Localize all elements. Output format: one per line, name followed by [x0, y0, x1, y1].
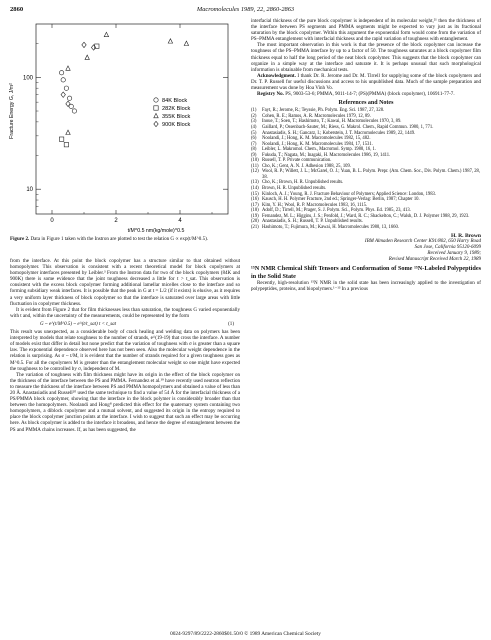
legend-marker: [154, 113, 158, 117]
reference-number: (5): [251, 130, 257, 136]
left-column: [10, 258, 240, 433]
reference-number: (2): [251, 113, 257, 119]
reference-number: (17): [251, 202, 259, 208]
article-2-title: ¹⁵N NMR Chemical Shift Tensors and Conformation of Some ¹⁵N-Labeled Polypeptides in the Solid State: [251, 265, 481, 280]
journal-header: [0, 6, 491, 13]
left-paragraph-1: from the interface. At this point the block copolymer has a structure similar to that obtained without homopolymer. This observation is consistent with a recent theoretical model for block copolymers at homopolymer interfaces presented by Leibler.³ From the Instron data for two of the block copolymers (84K and 900K) there is some evidence that the joint toughness decreased a little for t > t_sat. This observation is consistent with the excess block copolymer forming additional lamellar micelles close to the interface and so forming subsidiary weak interfaces. It is possible that the peak in G at t = L/2 (if it exists) is elusive, as it requires a very uniform layer thickness of block copolymer so that the interface is saturated over large areas with little fluctuation in copolymer thickness.: [10, 258, 240, 307]
registry: [251, 91, 481, 97]
chart-points: [59, 32, 191, 147]
reference-text: Kausch, H. H. Polymer Fracture, 2nd ed.; Springer-Verlag: Berlin, 1987; Chapter 10.: [262, 197, 420, 203]
y-tick-label: 10: [26, 187, 33, 194]
page-footer: 0024-9297/89/2222-2860$01.50/0 © 1989 American Chemical Society: [170, 631, 321, 637]
left-paragraph-4: The variation of toughness with film thickness might have its origin in the effect of the block copolymer on the thickness of the interface between the PS and PMMA. Fernandez et al.¹⁹ have recently used neutron reflection to measure the thickness of the interface between PS and PMMA homopolymers and obtained a value of less than 20 Å. Anastasiadis and Russell²⁰ used the same technique to find a value of 54 Å for the interfacial thickness of a PS/PMMA block copolymer, showing that the interface in the block polymer is considerably broader than that between the homopolymers. Noolandi and Hong⁸ predicted this effect for the quaternary system containing two homopolymers, a diblock copolymer and a mutual solvent, and suggested its origin in the entropy required to place the block copolymer junction points at the interface. I wish to suggest that such an effect may be occurring here. As block copolymer is added to the interface it broadens, and hence the degree of entanglement between the PS and PMMA chains increases. If, as has been suggested, the: [10, 371, 240, 433]
caption-text: Data in Figure 1 taken with the Instron are plotted to test the relation G ∝ exp(t/M^0.5).: [30, 236, 209, 242]
left-paragraph-3: This result was unexpected, as a considerable body of crack healing and welding data on polymers has been interpreted by models that relate toughness to the number of strands, e^(19-19) that cross the interface. A number of models exist that differ in detail but none predict that the variation of toughness with σ is greater than a square law. The exponential dependence observed here has not been seen. Also the molecular weight dependence in the relation is surprising. As σ ~ t/M, it is evident that the number of strands required for a given toughness goes as M^0.5. For all the copolymers M is greater than the entanglement molecular weight so one might have expected the toughness to be controlled by σ, independent of M.: [10, 329, 240, 372]
registry-text: PS, 9003-53-6; PMMA, 9011-14-7; (PS)(PMMA) (block copolymer), 106911-77-7.: [285, 91, 455, 98]
x-tick-label: 2: [114, 218, 118, 224]
reference-number: (9): [251, 152, 257, 158]
data-point: [168, 39, 172, 43]
data-point: [59, 137, 63, 141]
reference-item: [251, 169, 481, 180]
data-point: [59, 71, 63, 75]
figure-2: [6, 16, 242, 236]
right-column: [251, 18, 481, 292]
data-point: [66, 66, 70, 70]
reference-text: Adolf, D.; Tirrell, M.; Prager, S. J. Polym. Sci., Polym. Phys. Ed. 1985, 23, 413.: [262, 208, 411, 214]
reference-number: (3): [251, 119, 257, 125]
reference-number: (11): [251, 163, 259, 169]
plot-frame: [36, 24, 228, 214]
author-signature: [251, 233, 481, 263]
received-date: Received January 9, 1989;: [427, 251, 481, 257]
reference-number: (20): [251, 219, 259, 225]
reference-text: Kim, Y. H.; Wool, R. P. Macromolecules 1983, 16, 1115.: [262, 202, 368, 208]
reference-number: (10): [251, 158, 259, 164]
data-point: [82, 42, 86, 47]
reference-text: Fernandez, M. L.; Higgins, J. S.; Penfold, J.; Ward, R. C.; Shackelton, C.; Walsh, D. J. Polymer 1988, 29, 1923.: [262, 213, 470, 219]
reference-text: Fukuda, T.; Nagata, M.; Inagaki, H. Macromolecules 1986, 19, 1411.: [262, 152, 391, 158]
reference-text: Anastasiadis, S. H.; Russell, T. P. Unpublished results.: [262, 219, 363, 225]
author-affiliation-1: IBM Almaden Research Center K91/802, 650 Harry Road: [364, 239, 481, 245]
article-2-text: Recently, high-resolution ¹⁵N NMR in the solid state has been increasingly applied to the investigation of polypeptides, proteins, and biopolymers.¹⁻¹³ In a previous: [251, 279, 481, 292]
chart-axes: [36, 24, 228, 214]
acknowledgment-text: I thank Dr. R. Jerome and Dr. M. Tirrell for supplying some of the block copolymers and Dr. T. P. Russell for useful discussions and access to his unpublished data. Much of the sample preparation and measurement was done by Hoa Vinh Vo.: [251, 72, 482, 92]
references-list: [251, 108, 481, 230]
legend-marker: [154, 121, 158, 126]
data-point: [67, 96, 71, 100]
author-affiliation-2: San Jose, California 95120-6099: [414, 245, 481, 251]
reference-text: Wool, R. P.; Willett, J. L.; McGarel, O. J.; Yuan, B. L. Polym. Prepr. (Am. Chem. Soc., Div. Polym. Chem.) 1987, 28, 38.: [262, 169, 481, 180]
reference-text: Anastasiadis, S. H.; Gancarz, I.; Koberstein, J. T. Macromolecules 1989, 22, 1449.: [262, 130, 416, 136]
reference-text: Brown, H. R. Unpublished results.: [262, 185, 327, 191]
journal-name: Macromolecules: [196, 6, 240, 13]
author-name: H. R. Brown: [450, 233, 481, 240]
acknowledgment-heading: Acknowledgment.: [257, 72, 296, 79]
reference-text: Hashimoto, T.; Fujimura, M.; Kawai, H. Macromolecules 1980, 13, 1660.: [262, 224, 399, 230]
x-tick-label: 4: [178, 218, 182, 224]
reference-number: (6): [251, 136, 257, 142]
equation-number: (1): [228, 320, 234, 327]
data-point: [66, 101, 70, 106]
reference-text: Gaillard, P.; Ossenbach-Sauter, M.; Riess, G. Makrol. Chem., Rapid Commun. 1980, 1, 771.: [262, 124, 434, 130]
legend-marker: [154, 98, 158, 102]
y-axis-label: Fracture Energy G, J/m²: [9, 83, 15, 139]
data-point: [91, 45, 95, 50]
journal-issue: 1989, 22, 2860-2863: [240, 6, 295, 13]
legend-label: 900K Block: [162, 122, 191, 128]
y-tick-label: 100: [22, 75, 33, 82]
data-point: [64, 142, 68, 146]
equation-1: [10, 319, 240, 329]
reference-number: (14): [251, 185, 259, 191]
references-heading: References and Notes: [338, 100, 394, 107]
registry-heading: Registry No.: [257, 91, 284, 98]
reference-text: Fayt, R.; Jerome, R.; Teyssie, Ph. Polym. Eng. Sci. 1987, 27, 328.: [262, 108, 385, 114]
data-point: [66, 130, 70, 134]
data-point: [104, 32, 108, 36]
acknowledgment: [251, 73, 481, 91]
legend-label: 282K Block: [162, 106, 191, 112]
reference-number: (15): [251, 191, 259, 197]
reference-item: [251, 225, 481, 231]
data-point: [85, 55, 89, 59]
reference-text: Kinloch, A. J.; Young, R. J. Fracture Behaviour of Polymers; Applied Science: London, 1983.: [262, 191, 437, 197]
x-axis-label: t/M^0.5 nm(kg/mole)^0.5: [127, 228, 185, 234]
right-paragraph-2: The most important observation in this work is that the presence of the block copolymer can increase the toughness of the PS–PMMA interface by up to a factor of 50. The toughness saturates at a block copolymer film thickness equal to half the long period of the neat block copolymer. This suggests that the block copolymer can organize in a simple way at the interface and saturate it. It is perhaps unusual that such morphological information is obtainable from mechanical tests.: [251, 42, 481, 73]
reference-number: (4): [251, 124, 257, 130]
data-point: [184, 41, 188, 45]
reference-number: (13): [251, 180, 259, 186]
legend-label: 355K Block: [162, 114, 191, 120]
reference-text: Cho, K.; Gent, A. N. J. Adhesion 1988, 25, 109.: [262, 163, 351, 169]
reference-text: Cohen, R. E.; Ramos, A. R. Macromolecules 1979, 12, 89.: [262, 113, 371, 119]
reference-number: (18): [251, 208, 259, 214]
reference-text: Inoue, T.; Soen, T.; Hashimoto, T.; Kawai, H. Macromolecules 1970, 3, 89.: [262, 119, 402, 125]
reference-text: Cho, K.; Brown, H. R. Unpublished results.: [262, 180, 344, 186]
chart-legend: [154, 98, 191, 128]
reference-number: (21): [251, 224, 259, 230]
reference-text: Leibler, L. Makromol. Chem., Macromol. Symp. 1988, 16, 1.: [262, 147, 377, 153]
reference-number: (1): [251, 108, 257, 114]
data-point: [72, 109, 76, 113]
right-paragraph-1: interfacial thickness of the pure block copolymer is independent of its molecular weight,²¹ then the thickness of the interface between PS segments and PMMA segments might be expected to vary just as its fractional saturation by the block copolymer. Within this argument the exponential form would come from the variation of PS–PMMA entanglement with interfacial thickness and the rapid variation of toughness with entanglement.: [251, 18, 481, 43]
legend-marker: [154, 106, 158, 110]
fracture-energy-chart: [6, 16, 242, 236]
reference-text: Noolandi, J.; Hong, K. M. Macromolecules 1984, 17, 1531.: [262, 141, 373, 147]
reference-number: (19): [251, 213, 259, 219]
x-tick-label: 0: [50, 218, 54, 224]
reference-text: Russell, T. P. Private communication.: [262, 158, 332, 164]
page-number: 2860: [10, 6, 24, 13]
caption-label: Figure 2.: [10, 236, 30, 242]
equation-body: G ~ e^(t/M^0.5) ~ e^(t/t_sat) t < t_sat: [40, 320, 117, 327]
reference-number: (16): [251, 197, 259, 203]
left-paragraph-2: It is evident from Figure 2 that for film thicknesses less than saturation, the toughness G varied exponentially with t and, within the uncertainty of the measurements, could be represented by the form: [10, 306, 240, 319]
data-point: [61, 78, 65, 82]
reference-number: (7): [251, 141, 257, 147]
legend-label: 84K Block: [162, 98, 188, 104]
reference-text: Noolandi, J.; Hong, K. M. Macromolecules 1982, 15, 482.: [262, 136, 371, 142]
reference-number: (8): [251, 147, 257, 153]
data-point: [61, 92, 65, 97]
reference-number: (12): [251, 169, 259, 175]
data-point: [64, 86, 68, 90]
figure-caption: [10, 236, 240, 242]
revised-date: Revised Manuscript Received March 22, 1989: [388, 257, 481, 263]
chart-ticks: [23, 24, 228, 224]
